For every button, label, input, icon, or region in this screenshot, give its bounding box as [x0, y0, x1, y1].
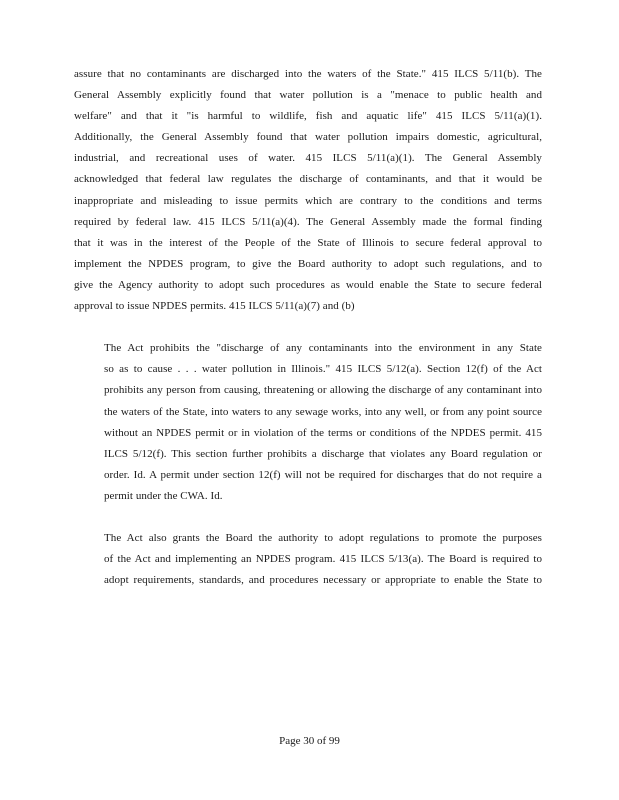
text-line: give the Agency authority to adopt such procedures as would enable the State to secure federal	[74, 278, 542, 291]
paragraph-3	[74, 528, 542, 591]
text-line: the waters of the State, into waters to any sewage works, into any well, or from any point source	[104, 405, 542, 418]
page-number: Page 30 of 99	[279, 735, 340, 747]
text-line: industrial, and recreational uses of water. 415 ILCS 5/11(a)(1). The General Assembly	[74, 152, 542, 165]
text-line: without an NPDES permit or in violation of the terms or conditions of the NPDES permit. 415	[104, 426, 542, 439]
text-line: order. Id. A permit under section 12(f) will not be required for discharges that do not require a	[104, 468, 542, 481]
text-line: of the Act and implementing an NPDES program. 415 ILCS 5/13(a). The Board is required to	[104, 553, 542, 566]
text-line: welfare" and that it "is harmful to wildlife, fish and aquatic life" 415 ILCS 5/11(a)(1).	[74, 110, 542, 123]
text-line: that it was in the interest of the People of the State of Illinois to secure federal approval to	[74, 236, 542, 249]
text-line: inappropriate and misleading to issue permits which are contrary to the conditions and terms	[74, 194, 542, 207]
text-line: acknowledged that federal law regulates the discharge of contaminants, and that it would be	[74, 173, 542, 186]
text-line: permit under the CWA. Id.	[104, 489, 223, 502]
text-line: prohibits any person from causing, threatening or allowing the discharge of any contaminant into	[104, 384, 542, 397]
paragraph-2	[74, 338, 542, 507]
text-line: adopt requirements, standards, and procedures necessary or appropriate to enable the State to	[104, 574, 542, 587]
text-line: so as to cause . . . water pollution in Illinois." 415 ILCS 5/12(a). Section 12(f) of the Act	[104, 363, 542, 376]
body-text	[74, 64, 542, 612]
text-line: approval to issue NPDES permits. 415 ILCS 5/11(a)(7) and (b)	[74, 300, 355, 313]
text-line: implement the NPDES program, to give the Board authority to adopt such regulations, and to	[74, 257, 542, 270]
paragraph-1	[74, 64, 542, 317]
text-line: Additionally, the General Assembly found that water pollution impairs domestic, agricultural,	[74, 131, 542, 144]
text-line: The Act also grants the Board the authority to adopt regulations to promote the purposes	[104, 532, 542, 545]
text-line: assure that no contaminants are discharged into the waters of the State." 415 ILCS 5/11(b). The	[74, 68, 542, 80]
text-line: The Act prohibits the "discharge of any contaminants into the environment in any State	[104, 342, 542, 355]
text-line: General Assembly explicitly found that water pollution is a "menace to public health and	[74, 89, 542, 102]
text-line: required by federal law. 415 ILCS 5/11(a)(4). The General Assembly made the formal finding	[74, 215, 542, 228]
text-line: ILCS 5/12(f). This section further prohibits a discharge that violates any Board regulation or	[104, 447, 542, 460]
